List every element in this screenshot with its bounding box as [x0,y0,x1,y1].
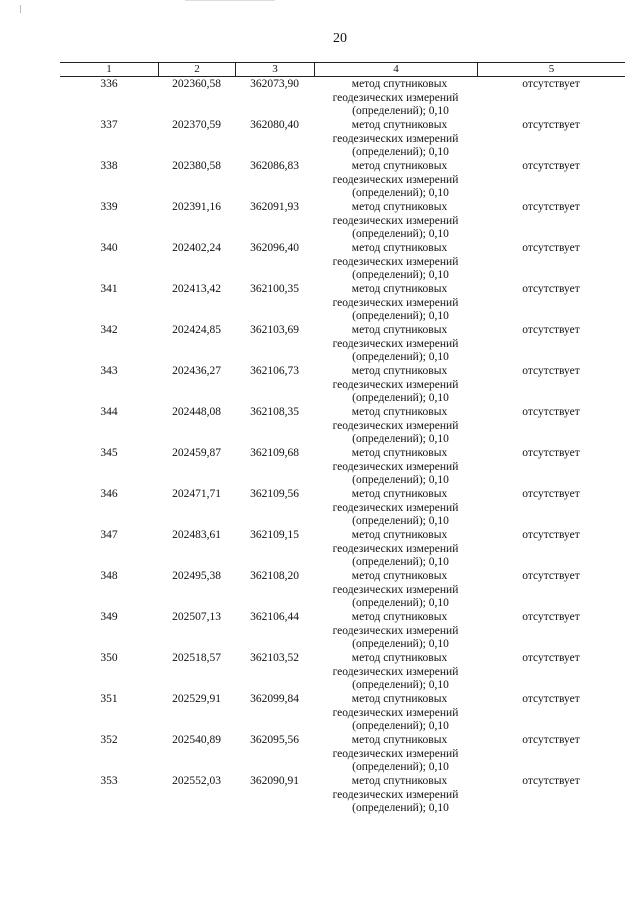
method-line: (определений); 0,10 [352,228,449,240]
column-header-1: 1 [106,63,112,75]
x-coordinate-cell: 202552,03 [172,775,221,787]
table-row [60,365,625,406]
description-cell: отсутствует [522,324,580,336]
table-row [60,488,625,529]
method-line: геодезических измерений [332,706,459,719]
table-row [60,160,625,201]
table-row [60,570,625,611]
method-line: (определений); 0,10 [352,310,449,322]
point-number-cell: 348 [100,570,118,582]
description-cell: отсутствует [522,652,580,664]
x-coordinate-cell: 202413,42 [172,283,221,295]
description-cell: отсутствует [522,283,580,295]
method-line: метод спутниковых [351,242,448,254]
table-row [60,119,625,160]
method-line: (определений); 0,10 [352,638,449,650]
point-number-cell: 346 [100,488,118,500]
y-coordinate-cell: 362109,68 [250,447,299,459]
y-coordinate-cell: 362073,90 [250,78,299,90]
point-number-cell: 345 [100,447,118,459]
method-line: геодезических измерений [332,542,459,555]
y-coordinate-cell: 362095,56 [250,734,299,746]
method-line: (определений); 0,10 [352,187,449,199]
method-cell [314,447,477,488]
y-coordinate-cell: 362100,35 [250,283,299,295]
method-line: метод спутниковых [351,365,448,377]
description-cell: отсутствует [522,119,580,131]
method-cell [314,734,477,775]
x-coordinate-cell: 202436,27 [172,365,221,377]
method-cell [314,488,477,529]
table-row [60,611,625,652]
method-line: (определений); 0,10 [352,433,449,445]
y-coordinate-cell: 362106,73 [250,365,299,377]
point-number-cell: 343 [100,365,118,377]
method-cell [314,242,477,283]
description-cell: отсутствует [522,611,580,623]
method-line: метод спутниковых [351,652,448,664]
method-line: геодезических измерений [332,173,459,186]
method-line: (определений); 0,10 [352,105,449,117]
x-coordinate-cell: 202471,71 [172,488,221,500]
method-cell [314,652,477,693]
table-row [60,652,625,693]
table-row [60,283,625,324]
method-line: (определений); 0,10 [352,597,449,609]
point-number-cell: 347 [100,529,118,541]
scan-mark [20,5,21,13]
y-coordinate-cell: 362108,20 [250,570,299,582]
column-header-2: 2 [158,63,235,76]
method-cell [314,775,477,816]
x-coordinate-cell: 202495,38 [172,570,221,582]
method-cell [314,406,477,447]
method-line: метод спутниковых [351,488,448,500]
x-coordinate-cell: 202370,59 [172,119,221,131]
table-row [60,242,625,283]
method-cell [314,529,477,570]
x-coordinate-cell: 202391,16 [172,201,221,213]
table-header [60,62,625,77]
method-line: метод спутниковых [351,529,448,541]
method-line: геодезических измерений [332,255,459,268]
table-row [60,447,625,488]
method-cell [314,611,477,652]
column-header-5: 5 [477,63,625,76]
method-line: (определений); 0,10 [352,761,449,773]
point-number-cell: 351 [100,693,118,705]
method-line: (определений); 0,10 [352,474,449,486]
method-line: метод спутниковых [351,406,448,418]
method-line: геодезических измерений [332,501,459,514]
description-cell: отсутствует [522,365,580,377]
method-line: геодезических измерений [332,583,459,596]
page-number: 20 [333,31,347,46]
method-line: метод спутниковых [351,324,448,336]
description-cell: отсутствует [522,78,580,90]
method-line: (определений); 0,10 [352,720,449,732]
table-row [60,734,625,775]
point-number-cell: 339 [100,201,118,213]
table-row [60,775,625,816]
point-number-cell: 338 [100,160,118,172]
x-coordinate-cell: 202402,24 [172,242,221,254]
method-cell [314,693,477,734]
method-line: геодезических измерений [332,296,459,309]
point-number-cell: 350 [100,652,118,664]
y-coordinate-cell: 362091,93 [250,201,299,213]
method-cell [314,78,477,119]
method-line: геодезических измерений [332,132,459,145]
method-line: геодезических измерений [332,460,459,473]
method-line: метод спутниковых [351,570,448,582]
method-line: метод спутниковых [351,447,448,459]
method-cell [314,119,477,160]
method-line: геодезических измерений [332,91,459,104]
method-line: (определений); 0,10 [352,556,449,568]
method-line: (определений); 0,10 [352,392,449,404]
method-line: метод спутниковых [351,611,448,623]
method-line: (определений); 0,10 [352,679,449,691]
x-coordinate-cell: 202529,91 [172,693,221,705]
point-number-cell: 352 [100,734,118,746]
method-line: метод спутниковых [351,734,448,746]
y-coordinate-cell: 362109,56 [250,488,299,500]
description-cell: отсутствует [522,406,580,418]
y-coordinate-cell: 362103,69 [250,324,299,336]
x-coordinate-cell: 202448,08 [172,406,221,418]
point-number-cell: 340 [100,242,118,254]
point-number-cell: 341 [100,283,118,295]
column-header-4: 4 [314,63,477,76]
method-line: геодезических измерений [332,337,459,350]
table-row [60,201,625,242]
method-line: метод спутниковых [351,693,448,705]
method-line: метод спутниковых [351,775,448,787]
table-row [60,78,625,119]
method-line: метод спутниковых [351,119,448,131]
y-coordinate-cell: 362099,84 [250,693,299,705]
method-line: геодезических измерений [332,788,459,801]
method-line: геодезических измерений [332,624,459,637]
point-number-cell: 337 [100,119,118,131]
method-line: (определений); 0,10 [352,351,449,363]
table-body [60,78,625,816]
y-coordinate-cell: 362080,40 [250,119,299,131]
method-line: (определений); 0,10 [352,802,449,814]
point-number-cell: 342 [100,324,118,336]
method-line: метод спутниковых [351,201,448,213]
y-coordinate-cell: 362106,44 [250,611,299,623]
method-cell [314,283,477,324]
method-line: (определений); 0,10 [352,146,449,158]
method-line: геодезических измерений [332,747,459,760]
method-line: метод спутниковых [351,283,448,295]
description-cell: отсутствует [522,242,580,254]
description-cell: отсутствует [522,488,580,500]
description-cell: отсутствует [522,775,580,787]
method-cell [314,570,477,611]
description-cell: отсутствует [522,529,580,541]
method-cell [314,160,477,201]
method-line: (определений); 0,10 [352,515,449,527]
y-coordinate-cell: 362103,52 [250,652,299,664]
table-row [60,324,625,365]
method-line: метод спутниковых [351,160,448,172]
method-cell [314,365,477,406]
description-cell: отсутствует [522,160,580,172]
y-coordinate-cell: 362109,15 [250,529,299,541]
method-line: геодезических измерений [332,419,459,432]
table-row [60,406,625,447]
y-coordinate-cell: 362086,83 [250,160,299,172]
method-line: геодезических измерений [332,665,459,678]
scan-mark [185,0,275,1]
x-coordinate-cell: 202360,58 [172,78,221,90]
point-number-cell: 344 [100,406,118,418]
y-coordinate-cell: 362108,35 [250,406,299,418]
x-coordinate-cell: 202540,89 [172,734,221,746]
point-number-cell: 336 [100,78,118,90]
description-cell: отсутствует [522,570,580,582]
x-coordinate-cell: 202424,85 [172,324,221,336]
table-row [60,529,625,570]
description-cell: отсутствует [522,201,580,213]
y-coordinate-cell: 362096,40 [250,242,299,254]
table-row [60,693,625,734]
description-cell: отсутствует [522,447,580,459]
method-cell [314,324,477,365]
x-coordinate-cell: 202483,61 [172,529,221,541]
description-cell: отсутствует [522,693,580,705]
x-coordinate-cell: 202507,13 [172,611,221,623]
point-number-cell: 349 [100,611,118,623]
method-line: метод спутниковых [351,78,448,90]
y-coordinate-cell: 362090,91 [250,775,299,787]
x-coordinate-cell: 202380,58 [172,160,221,172]
column-header-3: 3 [235,63,314,76]
x-coordinate-cell: 202459,87 [172,447,221,459]
method-line: геодезических измерений [332,214,459,227]
method-line: (определений); 0,10 [352,269,449,281]
method-cell [314,201,477,242]
x-coordinate-cell: 202518,57 [172,652,221,664]
point-number-cell: 353 [100,775,118,787]
description-cell: отсутствует [522,734,580,746]
method-line: геодезических измерений [332,378,459,391]
